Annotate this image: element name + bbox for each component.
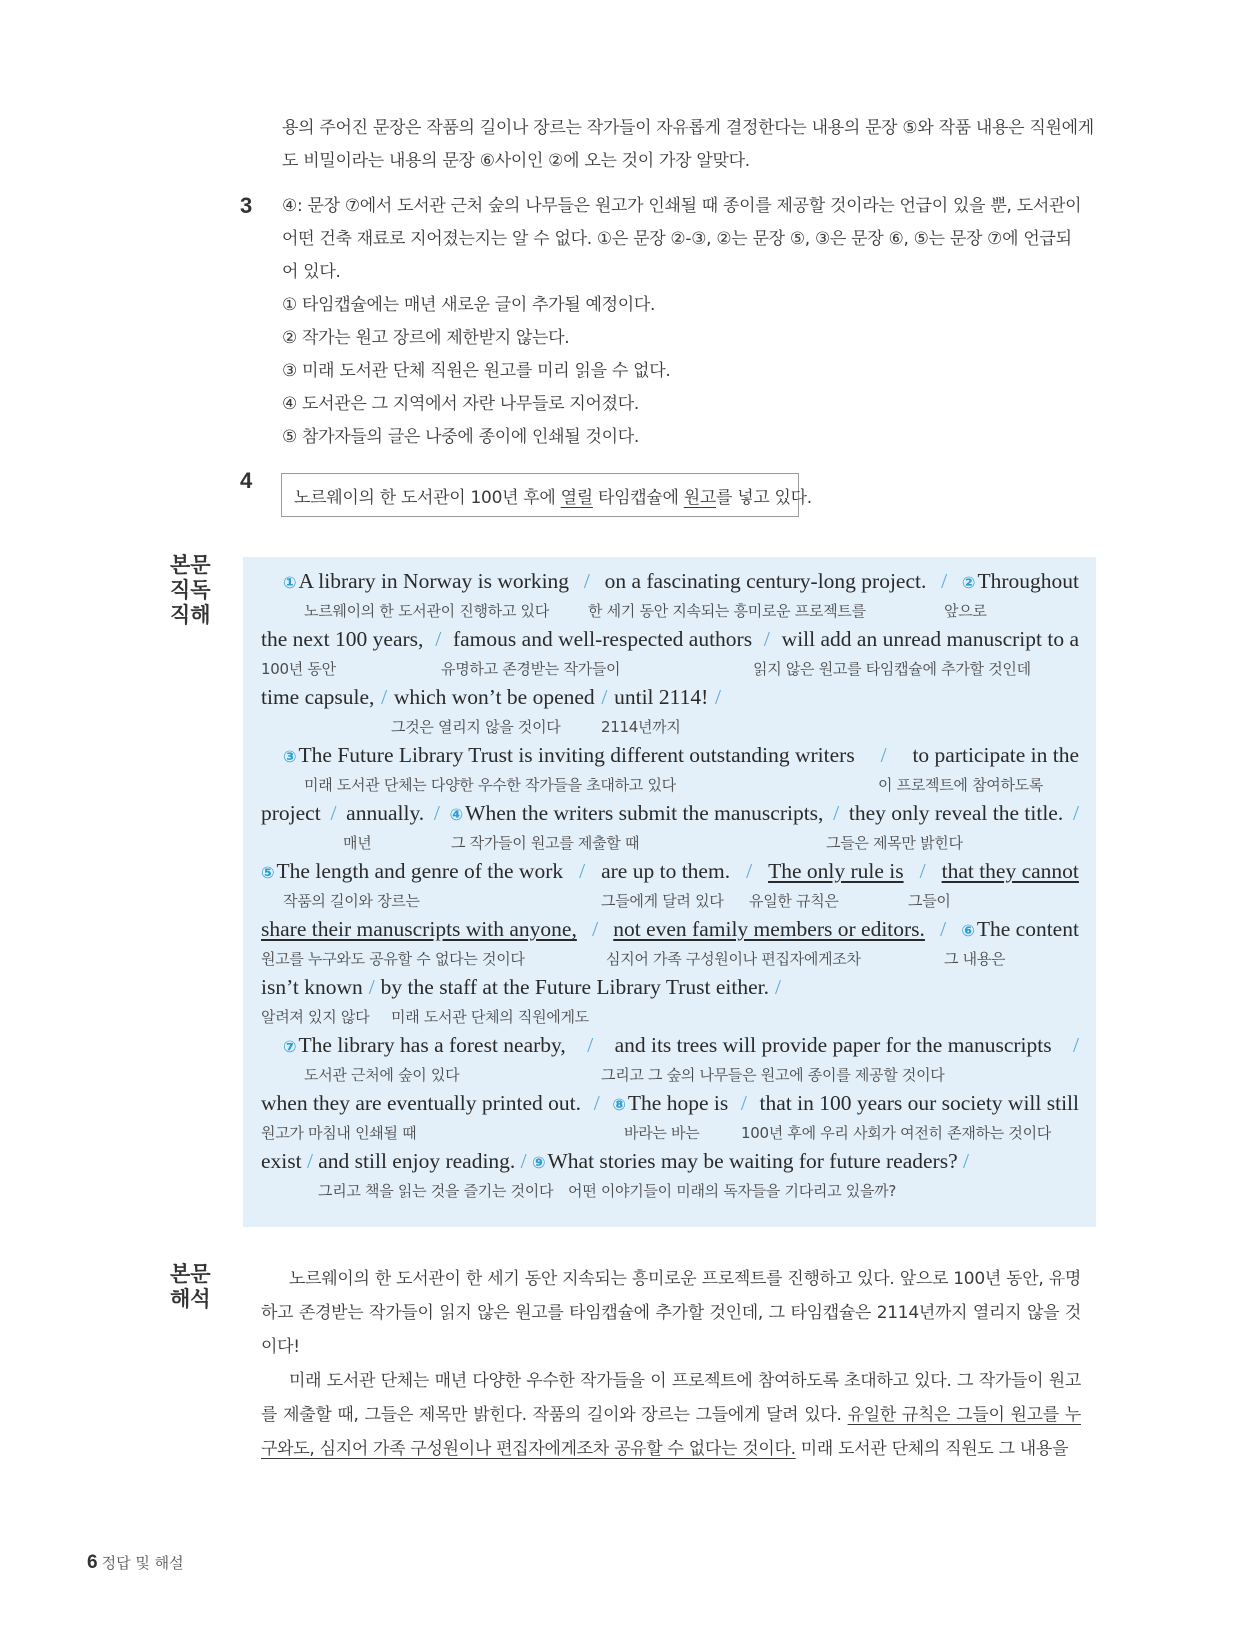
explanation-line: 어떤 건축 재료로 지어졌는지는 알 수 없다. ①은 문장 ②-③, ②는 문장 ⑤, ③은 문장 ⑥, ⑤는 문장 ⑦에 언급되	[282, 229, 1072, 249]
choice-3: ③ 미래 도서관 단체 직원은 원고를 미리 읽을 수 없다.	[282, 361, 671, 381]
chunk-divider-slash: /	[520, 1149, 527, 1173]
gloss: 앞으로	[944, 602, 987, 620]
english-line	[261, 801, 1079, 831]
translation-section-label	[170, 1262, 220, 1312]
sentence-number: ④	[449, 805, 464, 824]
korean-gloss-row	[261, 1121, 1079, 1145]
translation-paragraph-1: 노르웨이의 한 도서관이 한 세기 동안 지속되는 흥미로운 프로젝트를 진행하고 있다. 앞으로 100년 동안, 유명하고 존경받는 작가들이 읽지 않은 원고를 타임캡슐에 추가할 것인데, 그 타임캡슐은 2114년까지 열리지 않을 것이다!	[261, 1269, 1081, 1357]
sentence-number: ②	[961, 573, 976, 592]
english-line	[261, 1091, 1079, 1121]
chunk: they only reveal the title.	[848, 801, 1064, 825]
chunk: to participate in the	[912, 743, 1079, 767]
chunk-divider-slash: /	[592, 917, 599, 941]
gloss: 2114년까지	[601, 718, 681, 736]
chunk: the next 100 years,	[261, 627, 424, 651]
chunk: What stories may be waiting for future readers?	[547, 1149, 958, 1173]
chunk: The Future Library Trust is inviting different outstanding writers	[298, 743, 855, 767]
chunk-divider-slash: /	[1073, 1033, 1079, 1057]
gloss: 미래 도서관 단체의 직원에게도	[391, 1008, 589, 1026]
gloss: 미래 도서관 단체는 다양한 우수한 작가들을 초대하고 있다	[304, 776, 676, 794]
gloss: 100년 후에 우리 사회가 여전히 존재하는 것이다	[741, 1124, 1051, 1142]
chunk: Throughout	[977, 569, 1079, 593]
intro-line: 도 비밀이라는 내용의 문장 ⑥사이인 ②에 오는 것이 가장 알맞다.	[282, 151, 750, 171]
chunk: until 2114!	[614, 685, 709, 709]
chunk-divider-slash: /	[593, 1091, 600, 1115]
label-line: 직독	[170, 578, 211, 602]
chunk-divider-slash: /	[583, 569, 590, 593]
chunk-divider-slash: /	[941, 569, 948, 593]
explanation-line: 어 있다.	[282, 262, 341, 282]
korean-gloss-row	[261, 831, 1079, 855]
answer-box	[281, 473, 812, 517]
gloss: 읽지 않은 원고를 타임캡슐에 추가할 것인데	[753, 660, 1031, 678]
gloss: 원고가 마침내 인쇄될 때	[261, 1124, 417, 1142]
chunk-divider-slash: /	[962, 1149, 969, 1173]
english-line	[261, 627, 1079, 657]
answer-underlined: 원고	[683, 488, 716, 508]
chunk: The library has a forest nearby,	[298, 1033, 566, 1057]
chunk-divider-slash: /	[601, 685, 608, 709]
chunk: and still enjoy reading.	[318, 1149, 516, 1173]
reading-line-2	[261, 627, 1079, 685]
gloss: 그 작가들이 원고를 제출할 때	[451, 834, 640, 852]
korean-gloss-row	[261, 947, 1079, 971]
gloss: 바라는 바는	[624, 1124, 700, 1142]
chunk: project	[261, 801, 321, 825]
sentence-number: ⑤	[261, 863, 275, 882]
label-line: 본문	[170, 1262, 211, 1286]
chunk-divider-slash: /	[833, 801, 840, 825]
chunk: time capsule,	[261, 685, 375, 709]
gloss: 그 내용은	[944, 950, 1006, 968]
chunk: A library in Norway is working	[298, 569, 570, 593]
sentence-number: ⑨	[531, 1153, 546, 1172]
gloss: 그리고 책을 읽는 것을 즐기는 것이다	[318, 1182, 554, 1200]
korean-gloss-row	[261, 773, 1079, 797]
intro-paragraph	[282, 112, 1097, 178]
sentence-number: ①	[283, 573, 297, 592]
intro-line: 용의 주어진 문장은 작품의 길이나 장르는 작가들이 자유롭게 결정한다는 내용의 문장 ⑤와 작품 내용은 직원에게	[282, 118, 1094, 138]
footer-label: 정답 및 해설	[101, 1554, 184, 1572]
chunk-divider-slash: /	[940, 917, 947, 941]
sentence-number: ③	[283, 747, 297, 766]
chunk: When the writers submit the manuscripts,	[465, 801, 824, 825]
sentence-number: ⑦	[283, 1037, 297, 1056]
label-line: 본문	[170, 553, 211, 577]
reading-line-7	[261, 917, 1079, 975]
english-line	[261, 975, 781, 1005]
korean-gloss-row	[261, 889, 1079, 913]
korean-gloss-row	[261, 1005, 781, 1029]
english-line	[261, 859, 1079, 889]
answer-text: 를 넣고 있다.	[715, 488, 812, 508]
chunk-divider-slash: /	[435, 627, 442, 651]
chunk-divider-slash: /	[433, 801, 440, 825]
gloss: 매년	[343, 834, 372, 852]
chunk-divider-slash: /	[880, 743, 887, 767]
reading-line-11	[261, 1149, 969, 1207]
question-3-explanation	[282, 190, 1097, 454]
gloss: 그들이	[908, 892, 951, 910]
question-number-4: 4	[240, 468, 253, 493]
choice-2: ② 작가는 원고 장르에 제한받지 않는다.	[282, 328, 570, 348]
gloss: 그것은 열리지 않을 것이다	[391, 718, 561, 736]
underlined-chunk: The only rule is	[768, 859, 904, 883]
sentence-number: ⑥	[961, 921, 975, 940]
chunk: will add an unread manuscript to a	[781, 627, 1079, 651]
explanation-line: ④: 문장 ⑦에서 도서관 근처 숲의 나무들은 원고가 인쇄될 때 종이를 제공할 것이라는 언급이 있을 뿐, 도서관이	[282, 196, 1082, 216]
translation-underlined: 유일한 규칙은 그들이 원고를 누구와도, 심지어 가족 구성원이나 편집자에게조차 공유할 수 없다는 것이다.	[261, 1405, 1081, 1459]
gloss: 100년 동안	[261, 660, 336, 678]
chunk: The length and genre of the work	[276, 859, 564, 883]
translation-text: 미래 도서관 단체는 매년 다양한 우수한 작가들을 이 프로젝트에 참여하도록 초대하고 있다. 그 작가들이 원고를 제출할 때, 그들은 제목만 밝힌다. 작품의 길이와 장르는 그들에게 달려 있다.	[261, 1371, 1081, 1425]
chunk-divider-slash: /	[579, 859, 586, 883]
chunk: isn’t known	[261, 975, 363, 999]
korean-gloss-row	[261, 715, 721, 739]
translation-text: 미래 도서관 단체의 직원도 그 내용을	[795, 1439, 1069, 1459]
chunk: The content	[976, 917, 1079, 941]
reading-line-4	[261, 743, 1079, 801]
question-number-3: 3	[240, 193, 253, 218]
chunk: on a fascinating century-long project.	[604, 569, 927, 593]
chunk-divider-slash: /	[368, 975, 375, 999]
korean-gloss-row	[261, 1179, 969, 1203]
answer-text: 타임캡슐에	[592, 488, 684, 508]
gloss: 그들은 제목만 밝힌다	[826, 834, 963, 852]
underlined-chunk: share their manuscripts with anyone,	[261, 917, 577, 941]
gloss: 유일한 규칙은	[749, 892, 839, 910]
chunk-divider-slash: /	[746, 859, 753, 883]
gloss: 노르웨이의 한 도서관이 진행하고 있다	[304, 602, 549, 620]
english-line	[261, 1149, 969, 1179]
english-line	[261, 685, 721, 715]
chunk: are up to them.	[601, 859, 731, 883]
chunk: exist	[261, 1149, 302, 1173]
chunk-divider-slash: /	[763, 627, 770, 651]
choice-1: ① 타임캡슐에는 매년 새로운 글이 추가될 예정이다.	[282, 295, 656, 315]
english-line	[261, 743, 1079, 773]
chunk-divider-slash: /	[740, 1091, 747, 1115]
chunk-divider-slash: /	[919, 859, 926, 883]
label-line: 직해	[170, 603, 211, 627]
chunk: which won’t be opened	[393, 685, 595, 709]
chunk: The hope is	[627, 1091, 729, 1115]
reading-line-10	[261, 1091, 1079, 1149]
korean-gloss-row	[261, 599, 1079, 623]
gloss: 유명하고 존경받는 작가들이	[441, 660, 621, 678]
underlined-chunk: not even family members or editors.	[613, 917, 925, 941]
english-line	[261, 569, 1079, 599]
page-footer	[87, 1552, 184, 1574]
chunk-divider-slash: /	[774, 975, 781, 999]
translation-paragraph-2	[261, 1364, 1081, 1466]
reading-section-label	[170, 553, 220, 628]
chunk: famous and well-respected authors	[452, 627, 753, 651]
english-line	[261, 917, 1079, 947]
choice-5: ⑤ 참가자들의 글은 나중에 종이에 인쇄될 것이다.	[282, 427, 639, 447]
direct-translation-box	[243, 557, 1096, 1227]
full-translation	[261, 1262, 1081, 1466]
reading-line-3	[261, 685, 721, 743]
answer-underlined: 열릴	[560, 488, 593, 508]
korean-gloss-row	[261, 1063, 1079, 1087]
gloss: 이 프로젝트에 참여하도록	[878, 776, 1044, 794]
gloss: 원고를 누구와도 공유할 수 없다는 것이다	[261, 950, 525, 968]
chunk-divider-slash: /	[715, 685, 721, 709]
reading-line-9	[261, 1033, 1079, 1091]
chunk: that in 100 years our society will still	[759, 1091, 1079, 1115]
label-line: 해석	[170, 1287, 211, 1311]
reading-line-5	[261, 801, 1079, 859]
sentence-number: ⑧	[612, 1095, 626, 1114]
gloss: 심지어 가족 구성원이나 편집자에게조차	[606, 950, 861, 968]
gloss: 그리고 그 숲의 나무들은 원고에 종이를 제공할 것이다	[601, 1066, 945, 1084]
gloss: 한 세기 동안 지속되는 흥미로운 프로젝트를	[588, 602, 866, 620]
chunk: by the staff at the Future Library Trust either.	[380, 975, 770, 999]
answer-text: 노르웨이의 한 도서관이 100년 후에	[294, 488, 561, 508]
gloss: 그들에게 달려 있다	[601, 892, 724, 910]
korean-gloss-row	[261, 657, 1079, 681]
page-number: 6	[87, 1552, 98, 1573]
chunk: annually.	[346, 801, 425, 825]
chunk: when they are eventually printed out.	[261, 1091, 582, 1115]
chunk-divider-slash: /	[330, 801, 337, 825]
choice-4: ④ 도서관은 그 지역에서 자란 나무들로 지어졌다.	[282, 394, 639, 414]
chunk-divider-slash: /	[1072, 801, 1079, 825]
chunk: and its trees will provide paper for the manuscripts	[614, 1033, 1052, 1057]
gloss: 어떤 이야기들이 미래의 독자들을 기다리고 있을까?	[568, 1182, 896, 1200]
chunk-divider-slash: /	[306, 1149, 313, 1173]
reading-line-1	[261, 569, 1079, 627]
english-line	[261, 1033, 1079, 1063]
underlined-chunk: that they cannot	[941, 859, 1079, 883]
gloss: 알려져 있지 않다	[261, 1008, 370, 1026]
reading-line-8	[261, 975, 781, 1033]
gloss: 작품의 길이와 장르는	[283, 892, 420, 910]
reading-line-6	[261, 859, 1079, 917]
gloss: 도서관 근처에 숲이 있다	[304, 1066, 460, 1084]
chunk-divider-slash: /	[587, 1033, 594, 1057]
chunk-divider-slash: /	[381, 685, 388, 709]
